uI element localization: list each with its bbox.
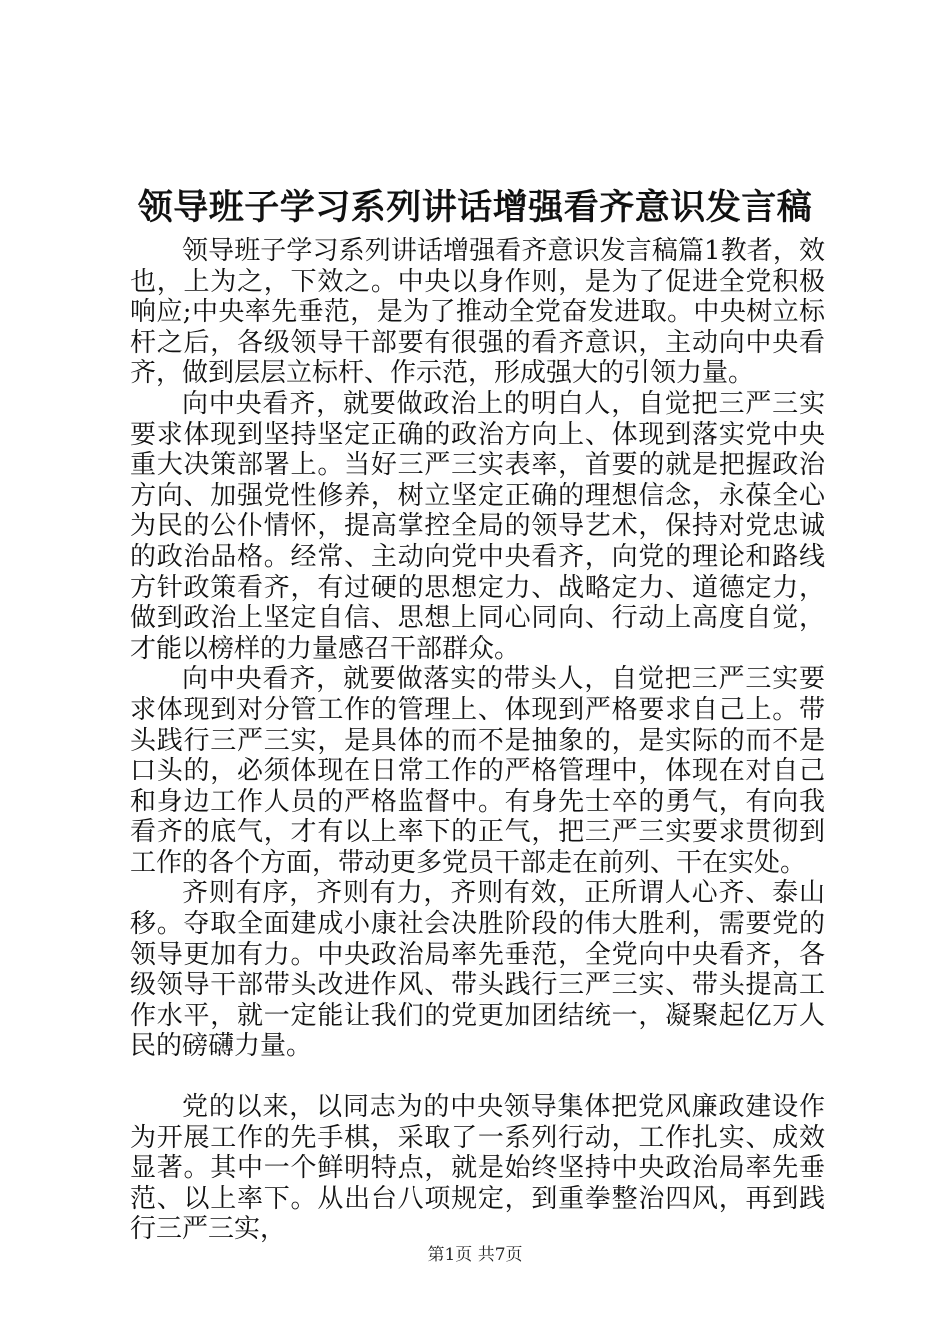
paragraph: 领导班子学习系列讲话增强看齐意识发言稿篇1教者，效也，上为之，下效之。中央以身作则，是为了促进全党积极响应;中央率先垂范，是为了推动全党奋发进取。中央树立标杆之后，各级领导干部要有很强的看齐意识，主动向中央看齐，做到层层立标杆、作示范，形成强大的引领力量。 [130,236,825,389]
paragraph: 齐则有序，齐则有力，齐则有效，正所谓人心齐、泰山移。夺取全面建成小康社会决胜阶段的伟大胜利，需要党的领导更加有力。中央政治局率先垂范，全党向中央看齐，各级领导干部带头改进作风、带头践行三严三实、带头提高工作水平，就一定能让我们的党更加团结统一，凝聚起亿万人民的磅礴力量。 [130,878,825,1062]
document-body [130,236,825,1245]
document-title: 领导班子学习系列讲话增强看齐意识发言稿 [137,187,813,228]
paragraph: 向中央看齐，就要做落实的带头人，自觉把三严三实要求体现到对分管工作的管理上、体现到严格要求自己上。带头践行三严三实，是具体的而不是抽象的，是实际的而不是口头的，必须体现在日常工作的严格管理中，体现在对自己和身边工作人员的严格监督中。有身先士卒的勇气，有向我看齐的底气，才有以上率下的正气，把三严三实要求贯彻到工作的各个方面，带动更多党员干部走在前列、干在实处。 [130,664,825,878]
paragraph: 党的以来，以同志为的中央领导集体把党风廉政建设作为开展工作的先手棋，采取了一系列行动，工作扎实、成效显著。其中一个鲜明特点，就是始终坚持中央政治局率先垂范、以上率下。从出台八项规定，到重拳整治四风，再到践行三严三实， [130,1092,825,1245]
page-number-footer: 第1页 共7页 [427,1245,523,1265]
paragraph: 向中央看齐，就要做政治上的明白人，自觉把三严三实要求体现到坚持坚定正确的政治方向上、体现到落实党中央重大决策部署上。当好三严三实表率，首要的就是把握政治方向、加强党性修养，树立坚定正确的理想信念，永葆全心为民的公仆情怀，提高掌控全局的领导艺术，保持对党忠诚的政治品格。经常、主动向党中央看齐，向党的理论和路线方针政策看齐，有过硬的思想定力、战略定力、道德定力，做到政治上坚定自信、思想上同心同向、行动上高度自觉，才能以榜样的力量感召干部群众。 [130,388,825,664]
